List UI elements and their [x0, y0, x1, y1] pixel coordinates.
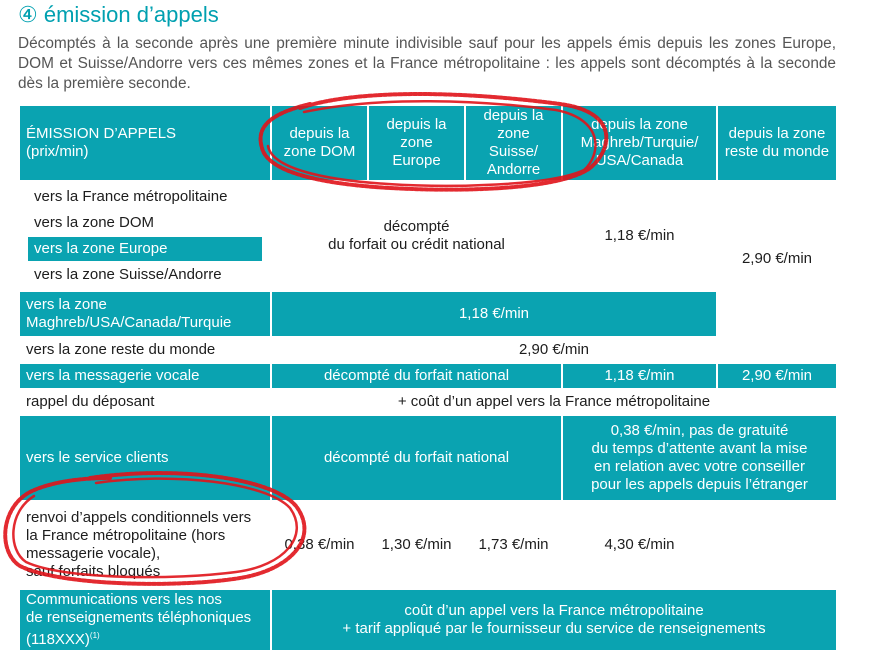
forwarding-label-1: renvoi d’appels conditionnels vers: [26, 509, 252, 526]
directory-label-1: Communications vers les nos: [26, 591, 222, 608]
maghreb-label-2: Maghreb/USA/Canada/Turquie: [26, 314, 232, 331]
group1-labels: [26, 183, 264, 289]
row-label-europe: vers la zone Europe: [27, 236, 263, 262]
voicemail-label: vers la messagerie vocale: [19, 363, 271, 389]
col-header-dom: depuis la zone DOM: [271, 105, 368, 181]
col-header-europe: depuis la zone Europe: [368, 105, 465, 181]
directory-price-cell: [271, 589, 837, 651]
section-intro: Décomptés à la seconde après une première minute indivisible sauf pour les appels émis depuis les zones Europe, DOM et Suisse/Andorre vers ces mêmes zones et la France métropolitaine : les appels sont décomptés à la seconde dès la première seconde.: [18, 35, 836, 92]
directory-label-3-wrap: [26, 627, 264, 649]
row-label-france: vers la France métropolitaine: [27, 184, 263, 210]
callback-price: + coût d’un appel vers la France métropolitaine: [271, 389, 837, 415]
group1-maghreb-price: 1,18 €/min: [562, 181, 717, 291]
voicemail-rest-price: 2,90 €/min: [717, 363, 837, 389]
col-header-suisse-andorre: depuis la zone Suisse/ Andorre: [465, 105, 562, 181]
forwarding-price-maghreb: 1,73 €/min: [465, 501, 562, 589]
callback-row: [19, 389, 837, 415]
voicemail-domestic: décompté du forfait national: [271, 363, 562, 389]
maghreb-label-cell: [19, 291, 271, 337]
directory-footnote: (1): [89, 631, 100, 640]
directory-label-2: de renseignements téléphoniques: [26, 609, 252, 626]
directory-label-cell: [19, 589, 271, 651]
domestic-allowance-cell: [271, 181, 562, 291]
customer-service-intl-3: en relation avec votre conseiller: [594, 458, 805, 475]
col-header-rest-world: depuis la zone reste du monde: [717, 105, 837, 181]
forwarding-label-2: la France métropolitaine (hors: [26, 527, 226, 544]
forwarding-label-cell: [19, 501, 271, 589]
forwarding-price-europe: 1,30 €/min: [368, 501, 465, 589]
maghreb-price: 1,18 €/min: [271, 291, 717, 337]
header-label-cell: [19, 105, 271, 181]
group1-rest-price: 2,90 €/min: [717, 181, 837, 337]
voicemail-row: [19, 363, 837, 389]
forwarding-label-3: messagerie vocale),: [26, 545, 161, 562]
domestic-allowance-line1: décompté: [383, 218, 450, 235]
group1-row: [19, 181, 837, 291]
directory-row: [19, 589, 837, 651]
voicemail-maghreb-price: 1,18 €/min: [562, 363, 717, 389]
rest-world-row: [19, 337, 837, 363]
customer-service-intl-1: 0,38 €/min, pas de gratuité: [610, 422, 789, 439]
directory-price-2: + tarif appliqué par le fournisseur du service de renseignements: [342, 620, 766, 637]
customer-service-domestic: décompté du forfait national: [271, 415, 562, 501]
section-title: ④ émission d’appels: [18, 2, 219, 27]
directory-price-1: coût d’un appel vers la France métropolitaine: [404, 602, 704, 619]
header-row: [19, 105, 837, 181]
domestic-allowance-line2: du forfait ou crédit national: [328, 236, 505, 253]
customer-service-label: vers le service clients: [19, 415, 271, 501]
row-label-suisse-andorre: vers la zone Suisse/Andorre: [27, 262, 263, 288]
rest-world-label: vers la zone reste du monde: [19, 337, 271, 363]
forwarding-price-dom: 0,38 €/min: [271, 501, 368, 589]
directory-label-3: (118XXX): [26, 631, 90, 648]
header-sublabel: (prix/min): [26, 143, 89, 160]
group1-labels-cell: [19, 181, 271, 291]
callback-label: rappel du déposant: [19, 389, 271, 415]
maghreb-label-1: vers la zone: [26, 296, 107, 313]
forwarding-price-rest: 4,30 €/min: [562, 501, 717, 589]
forwarding-label-4: sauf forfaits bloqués: [26, 563, 161, 580]
customer-service-row: [19, 415, 837, 501]
rest-world-price: 2,90 €/min: [271, 337, 837, 363]
customer-service-intl-2: du temps d’attente avant la mise: [591, 440, 808, 457]
maghreb-row: [19, 291, 837, 337]
call-pricing-table: [18, 104, 838, 652]
header-label: ÉMISSION D’APPELS: [26, 125, 177, 142]
col-header-maghreb: depuis la zone Maghreb/Turquie/ USA/Canada: [562, 105, 717, 181]
customer-service-international: [562, 415, 837, 501]
customer-service-intl-4: pour les appels depuis l’étranger: [591, 476, 808, 493]
forwarding-row: [19, 501, 837, 589]
row-label-dom: vers la zone DOM: [27, 210, 263, 236]
